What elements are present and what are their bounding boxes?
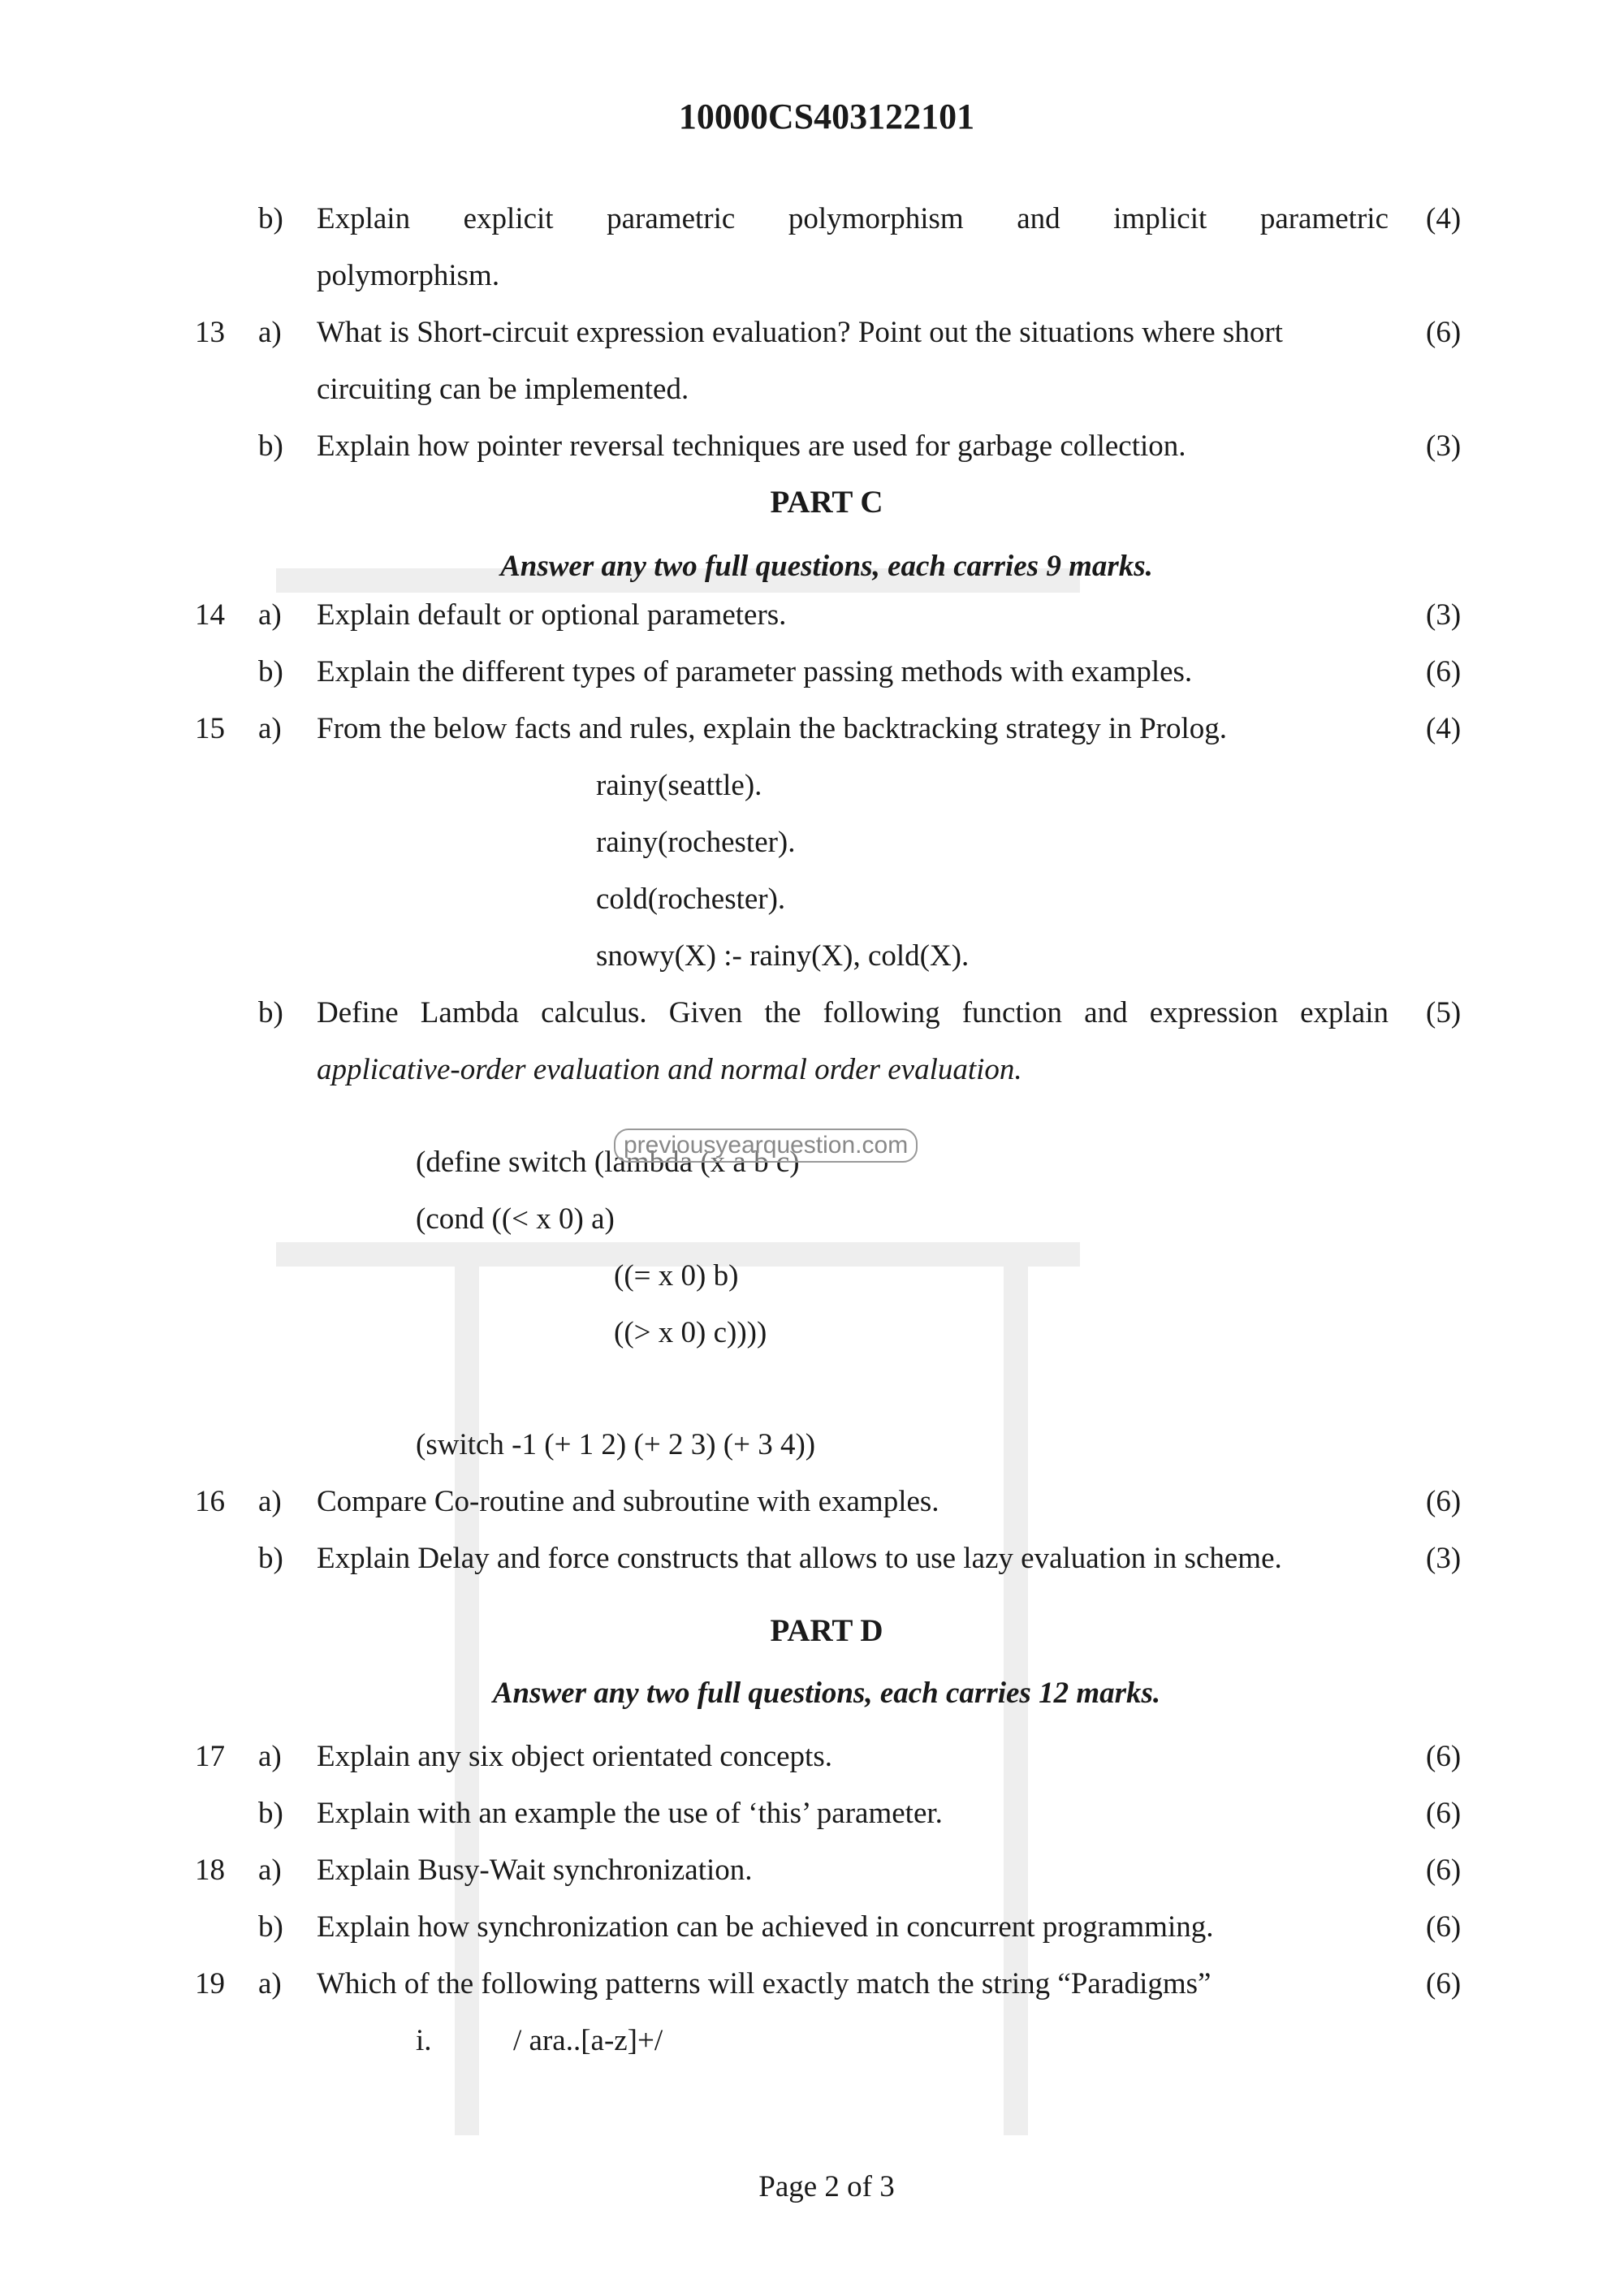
prolog-fact: rainy(seattle). [596, 769, 762, 802]
question-text: Explain Busy-Wait synchronization. [317, 1854, 753, 1887]
question-marks: (6) [1426, 1910, 1462, 1944]
question-part-label: a) [258, 598, 282, 632]
question-number: 16 [195, 1485, 225, 1518]
question-text: Explain explicit parametric polymorphism and implicit parametric [317, 202, 1389, 235]
question-marks: (3) [1426, 598, 1462, 632]
question-part-label: b) [258, 202, 283, 235]
question-marks: (4) [1426, 202, 1462, 235]
question-marks: (6) [1426, 316, 1462, 349]
question-number: 18 [195, 1854, 225, 1887]
question-text: Explain any six object orientated concepts. [317, 1740, 832, 1773]
question-text: What is Short-circuit expression evaluation? Point out the situations where short [317, 316, 1283, 349]
question-number: 14 [195, 598, 225, 632]
question-part-label: a) [258, 712, 282, 745]
question-number: 17 [195, 1740, 225, 1773]
question-text: Explain the different types of parameter passing methods with examples. [317, 655, 1193, 688]
question-text: From the below facts and rules, explain the backtracking strategy in Prolog. [317, 712, 1228, 745]
question-text: Explain with an example the use of ‘this’ parameter. [317, 1797, 943, 1830]
option-label: i. [416, 2024, 432, 2057]
part-c-instruction: Answer any two full questions, each carries 9 marks. [500, 550, 1153, 583]
watermark-stamp: previousyearquestion.com [614, 1129, 918, 1163]
question-text: Explain how pointer reversal techniques are used for garbage collection. [317, 429, 1186, 463]
question-text: Which of the following patterns will exactly match the string “Paradigms” [317, 1967, 1212, 2000]
code-line: (define switch (lambda (x a b c) [416, 1146, 800, 1179]
code-line: ((> x 0) c)))) [614, 1316, 767, 1349]
question-marks: (6) [1426, 1967, 1462, 2000]
question-marks: (4) [1426, 712, 1462, 745]
question-text: Define Lambda calculus. Given the following function and expression explain [317, 996, 1389, 1029]
question-text: Explain default or optional parameters. [317, 598, 787, 632]
question-part-label: b) [258, 1910, 283, 1944]
question-marks: (6) [1426, 655, 1462, 688]
question-part-label: a) [258, 1967, 282, 2000]
code-line: (cond ((< x 0) a) [416, 1202, 615, 1236]
question-part-label: b) [258, 429, 283, 463]
question-text: Explain how synchronization can be achieved in concurrent programming. [317, 1910, 1214, 1944]
paper-code: 10000CS403122101 [678, 97, 975, 136]
part-d-instruction: Answer any two full questions, each carries 12 marks. [492, 1677, 1161, 1710]
question-part-label: a) [258, 1740, 282, 1773]
question-marks: (5) [1426, 996, 1462, 1029]
question-text: Explain Delay and force constructs that allows to use lazy evaluation in scheme. [317, 1542, 1282, 1575]
question-text: polymorphism. [317, 259, 500, 292]
question-text: Compare Co-routine and subroutine with examples. [317, 1485, 939, 1518]
question-part-label: b) [258, 1797, 283, 1830]
page-number: Page 2 of 3 [758, 2170, 895, 2203]
question-part-label: a) [258, 316, 282, 349]
prolog-rule: snowy(X) :- rainy(X), cold(X). [596, 939, 970, 973]
prolog-fact: rainy(rochester). [596, 826, 796, 859]
question-number: 19 [195, 1967, 225, 2000]
code-line: (switch -1 (+ 1 2) (+ 2 3) (+ 3 4)) [416, 1428, 816, 1461]
question-number: 13 [195, 316, 225, 349]
question-part-label: b) [258, 996, 283, 1029]
part-d-title: PART D [770, 1613, 883, 1648]
question-number: 15 [195, 712, 225, 745]
question-marks: (3) [1426, 429, 1462, 463]
question-part-label: b) [258, 655, 283, 688]
part-c-title: PART C [770, 485, 883, 520]
question-part-label: a) [258, 1485, 282, 1518]
question-text: circuiting can be implemented. [317, 373, 689, 406]
question-marks: (6) [1426, 1740, 1462, 1773]
question-marks: (3) [1426, 1542, 1462, 1575]
prolog-fact: cold(rochester). [596, 883, 786, 916]
code-line: ((= x 0) b) [614, 1259, 739, 1293]
question-marks: (6) [1426, 1854, 1462, 1887]
question-marks: (6) [1426, 1485, 1462, 1518]
question-part-label: a) [258, 1854, 282, 1887]
question-text: applicative-order evaluation and normal order evaluation. [317, 1053, 1022, 1086]
question-marks: (6) [1426, 1797, 1462, 1830]
option-pattern: / ara..[a-z]+/ [513, 2024, 663, 2057]
question-part-label: b) [258, 1542, 283, 1575]
